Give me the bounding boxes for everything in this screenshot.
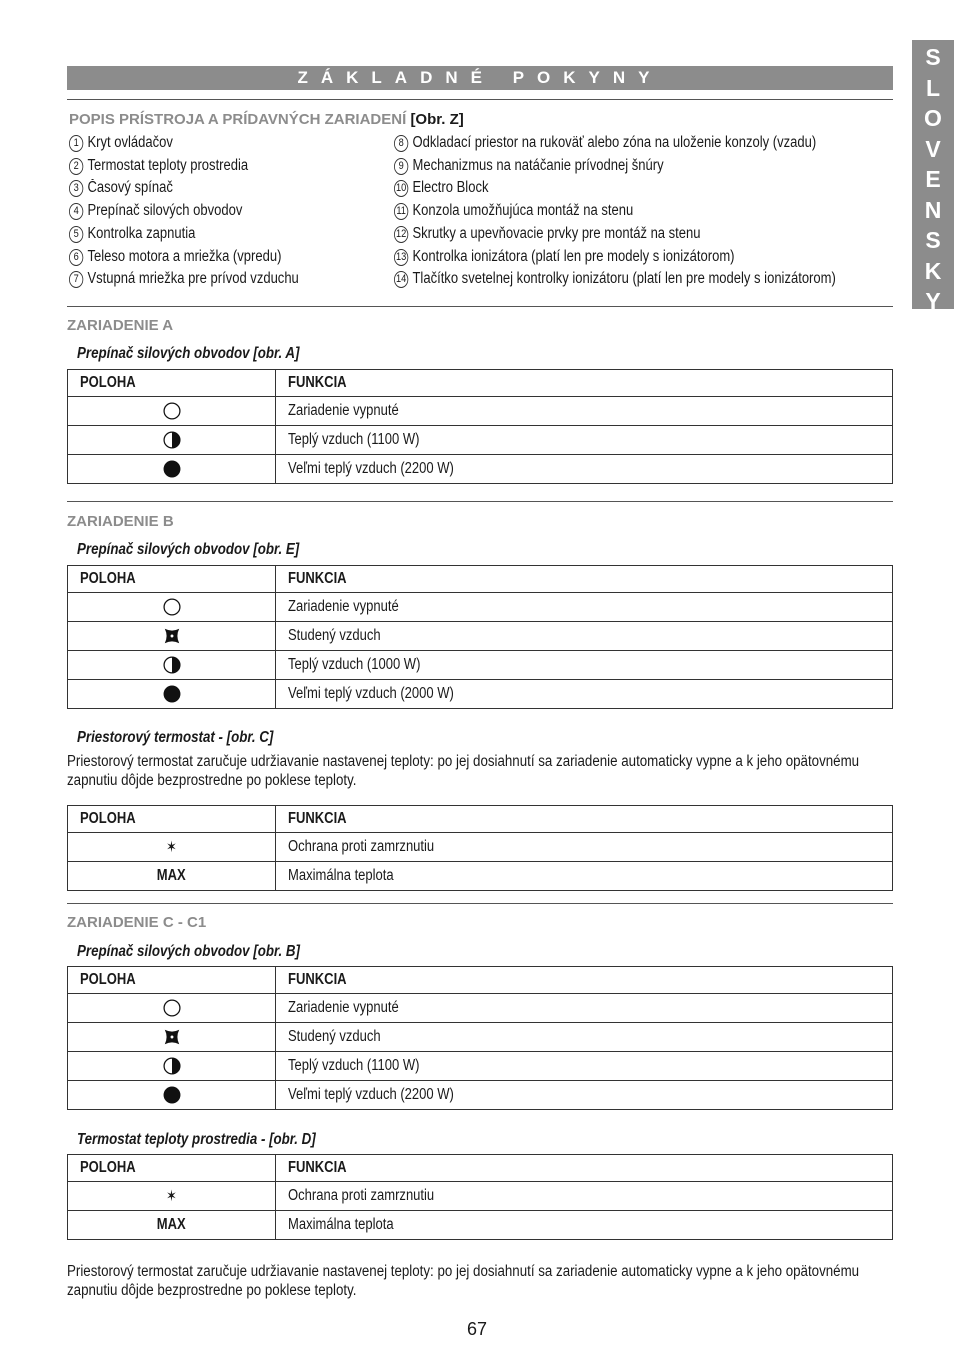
- table-header-row: [68, 806, 893, 833]
- empty-circle-icon: [163, 402, 181, 420]
- item-label: Termostat teploty prostredia: [87, 156, 249, 174]
- device-a-subtitle: Prepínač silových obvodov [obr. A]: [77, 345, 300, 362]
- side-tab-letter: S: [925, 227, 941, 253]
- item-label: Časový spínač: [87, 179, 173, 197]
- side-tab-letter: Y: [925, 288, 941, 314]
- position-label: MAX: [157, 1216, 186, 1233]
- function-cell: [276, 426, 893, 455]
- device-a-table: [67, 369, 893, 484]
- item-number-badge: 11: [394, 203, 408, 220]
- description-figure-ref: [Obr. Z]: [410, 111, 464, 128]
- function-label: Zariadenie vypnuté: [288, 402, 399, 419]
- table-row: [68, 397, 893, 426]
- header-label: FUNKCIA: [288, 971, 347, 988]
- function-label: Studený vzduch: [288, 627, 381, 644]
- position-label: ✶: [166, 838, 177, 856]
- side-tab-letter: L: [925, 74, 941, 101]
- header-label: FUNKCIA: [288, 1159, 347, 1176]
- side-tab-letter: S: [925, 44, 941, 70]
- column-header-position: [68, 806, 276, 833]
- full-circle-icon: [163, 1086, 181, 1104]
- description-item: [69, 134, 173, 152]
- table-row: [68, 593, 893, 622]
- item-number-badge: 6: [69, 249, 83, 266]
- item-label: Kontrolka ionizátora (platí len pre modely s ionizátorom): [412, 247, 735, 265]
- table-row: [68, 994, 893, 1023]
- page-number: 67: [466, 1319, 488, 1339]
- table-row: [68, 862, 893, 891]
- table-row: [68, 1023, 893, 1052]
- device-c-subtitle: Prepínač silových obvodov [obr. B]: [77, 943, 300, 960]
- function-label: Ochrana proti zamrznutiu: [288, 838, 435, 855]
- position-cell: [68, 622, 276, 651]
- table-header-row: [68, 370, 893, 397]
- item-number-badge: 14: [394, 271, 408, 288]
- description-item: [394, 225, 701, 243]
- position-label: MAX: [157, 867, 186, 884]
- description-item: [394, 134, 816, 152]
- column-header-function: [276, 806, 893, 833]
- description-title: POPIS PRÍSTROJA A PRÍDAVNÝCH ZARIADENÍ: [69, 111, 407, 128]
- table-header-row: [68, 967, 893, 994]
- function-cell: [276, 397, 893, 426]
- function-label: Maximálna teplota: [288, 1216, 394, 1233]
- function-cell: [276, 833, 893, 862]
- header-label: FUNKCIA: [288, 374, 347, 391]
- item-label: Odkladací priestor na rukoväť alebo zóna na uloženie konzoly (vzadu): [412, 134, 817, 151]
- function-label: Teplý vzduch (1100 W): [288, 1057, 420, 1074]
- function-cell: [276, 593, 893, 622]
- description-heading: [69, 111, 464, 128]
- item-number-badge: 3: [69, 180, 83, 197]
- function-cell: [276, 1081, 893, 1110]
- device-b-thermostat-text: Priestorový termostat zaručuje udržiavanie nastavenej teploty: po jej dosiahnutí sa zariadenie automaticky vypne a k jeho opätovnému zapnutiu dôjde bezprostredne po poklese teploty.: [67, 753, 860, 789]
- table-row: [68, 1211, 893, 1240]
- table-row: [68, 426, 893, 455]
- function-cell: [276, 651, 893, 680]
- position-cell: [68, 593, 276, 622]
- function-label: Zariadenie vypnuté: [288, 999, 399, 1016]
- item-number-badge: 12: [394, 226, 408, 243]
- table-header-row: [68, 1155, 893, 1182]
- column-header-function: [276, 967, 893, 994]
- description-item: [69, 225, 195, 243]
- function-label: Veľmi teplý vzduch (2200 W): [288, 1086, 454, 1103]
- header-label: POLOHA: [80, 570, 136, 587]
- half-circle-icon: [163, 1057, 181, 1075]
- device-b-thermostat-table: [67, 805, 893, 891]
- device-b-subtitle: Prepínač silových obvodov [obr. E]: [77, 541, 300, 558]
- device-b-thermostat-subtitle: Priestorový termostat - [obr. C]: [77, 729, 274, 746]
- item-label: Skrutky a upevňovacie prvky pre montáž na stenu: [412, 224, 701, 242]
- column-header-position: [68, 1155, 276, 1182]
- description-item: [394, 157, 664, 175]
- item-label: Teleso motora a mriežka (vpredu): [87, 247, 282, 265]
- position-cell: [68, 651, 276, 680]
- description-item: [69, 202, 242, 220]
- column-header-position: [68, 566, 276, 593]
- function-label: Teplý vzduch (1100 W): [288, 431, 420, 448]
- column-header-position: [68, 967, 276, 994]
- position-cell: [68, 1211, 276, 1240]
- table-row: [68, 1182, 893, 1211]
- function-cell: [276, 862, 893, 891]
- section-banner: ZÁKLADNÉ POKYNY: [67, 66, 893, 90]
- description-item: [69, 157, 248, 175]
- header-label: FUNKCIA: [288, 810, 347, 827]
- item-label: Kryt ovládačov: [87, 134, 173, 151]
- description-item: [69, 270, 299, 288]
- fan-icon: [163, 1028, 181, 1046]
- header-label: POLOHA: [80, 374, 136, 391]
- item-number-badge: 1: [69, 135, 83, 152]
- side-tab-letter: K: [924, 257, 942, 284]
- position-cell: [68, 833, 276, 862]
- table-row: [68, 1052, 893, 1081]
- function-cell: [276, 680, 893, 709]
- divider: [67, 306, 893, 307]
- column-header-function: [276, 1155, 893, 1182]
- description-item: [394, 179, 488, 197]
- description-item: [394, 248, 735, 266]
- item-label: Tlačítko svetelnej kontrolky ionizátoru (platí len pre modely s ionizátorom): [412, 270, 836, 288]
- function-label: Teplý vzduch (1000 W): [288, 656, 421, 673]
- function-label: Veľmi teplý vzduch (2200 W): [288, 460, 454, 477]
- side-tab-letter: O: [924, 105, 942, 131]
- function-cell: [276, 455, 893, 484]
- half-circle-icon: [163, 656, 181, 674]
- description-item: [394, 202, 633, 220]
- item-label: Mechanizmus na natáčanie prívodnej šnúry: [412, 156, 664, 174]
- position-cell: [68, 397, 276, 426]
- function-label: Studený vzduch: [288, 1028, 381, 1045]
- column-header-function: [276, 370, 893, 397]
- description-item: [69, 179, 173, 197]
- empty-circle-icon: [163, 999, 181, 1017]
- position-cell: [68, 862, 276, 891]
- item-number-badge: 8: [394, 135, 408, 152]
- item-number-badge: 7: [69, 271, 83, 288]
- closing-paragraph: Priestorový termostat zaručuje udržiavanie nastavenej teploty: po jej dosiahnutí sa zariadenie automaticky vypne a k jeho opätovnému zapnutiu dôjde bezprostredne po poklese teploty.: [67, 1263, 860, 1299]
- position-cell: [68, 1023, 276, 1052]
- table-row: [68, 833, 893, 862]
- function-label: Veľmi teplý vzduch (2000 W): [288, 685, 454, 702]
- function-cell: [276, 1052, 893, 1081]
- table-row: [68, 651, 893, 680]
- item-label: Kontrolka zapnutia: [87, 224, 196, 242]
- table-row: [68, 455, 893, 484]
- function-cell: [276, 1023, 893, 1052]
- header-label: POLOHA: [80, 810, 136, 827]
- device-c-thermostat-table: [67, 1154, 893, 1240]
- function-cell: [276, 1211, 893, 1240]
- device-c-title: ZARIADENIE C - C1: [67, 914, 207, 931]
- function-cell: [276, 1182, 893, 1211]
- table-header-row: [68, 566, 893, 593]
- position-cell: [68, 1081, 276, 1110]
- device-c-table: [67, 966, 893, 1110]
- header-label: POLOHA: [80, 971, 136, 988]
- device-c-thermostat-subtitle: Termostat teploty prostredia - [obr. D]: [77, 1131, 316, 1148]
- position-cell: [68, 1052, 276, 1081]
- item-number-badge: 2: [69, 158, 83, 175]
- function-cell: [276, 622, 893, 651]
- item-label: Konzola umožňujúca montáž na stenu: [412, 202, 634, 220]
- half-circle-icon: [163, 431, 181, 449]
- item-label: Electro Block: [412, 179, 489, 197]
- item-number-badge: 4: [69, 203, 83, 220]
- side-tab-letter: V: [925, 135, 941, 162]
- position-cell: [68, 455, 276, 484]
- description-item: [394, 270, 836, 288]
- side-tab-letter: E: [925, 166, 941, 192]
- item-number-badge: 9: [394, 158, 408, 175]
- device-a-title: ZARIADENIE A: [67, 317, 174, 334]
- item-number-badge: 10: [394, 180, 408, 197]
- fan-icon: [163, 627, 181, 645]
- full-circle-icon: [163, 685, 181, 703]
- item-label: Prepínač silových obvodov: [87, 202, 243, 220]
- divider: [67, 501, 893, 502]
- item-number-badge: 5: [69, 226, 83, 243]
- position-cell: [68, 680, 276, 709]
- item-number-badge: 13: [394, 249, 408, 266]
- function-label: Zariadenie vypnuté: [288, 598, 399, 615]
- table-row: [68, 622, 893, 651]
- position-cell: [68, 994, 276, 1023]
- position-cell: [68, 1182, 276, 1211]
- description-item: [69, 248, 281, 266]
- column-header-function: [276, 566, 893, 593]
- function-label: Maximálna teplota: [288, 867, 394, 884]
- function-label: Ochrana proti zamrznutiu: [288, 1187, 435, 1204]
- header-label: POLOHA: [80, 1159, 136, 1176]
- device-b-table: [67, 565, 893, 709]
- column-header-position: [68, 370, 276, 397]
- full-circle-icon: [163, 460, 181, 478]
- empty-circle-icon: [163, 598, 181, 616]
- side-tab-letter: N: [924, 196, 942, 223]
- language-side-tab: [912, 40, 954, 314]
- table-row: [68, 680, 893, 709]
- divider: [67, 99, 893, 100]
- item-label: Vstupná mriežka pre prívod vzduchu: [87, 270, 299, 288]
- table-row: [68, 1081, 893, 1110]
- position-cell: [68, 426, 276, 455]
- function-cell: [276, 994, 893, 1023]
- header-label: FUNKCIA: [288, 570, 347, 587]
- position-label: ✶: [166, 1187, 177, 1205]
- divider: [67, 903, 893, 904]
- device-b-title: ZARIADENIE B: [67, 513, 174, 530]
